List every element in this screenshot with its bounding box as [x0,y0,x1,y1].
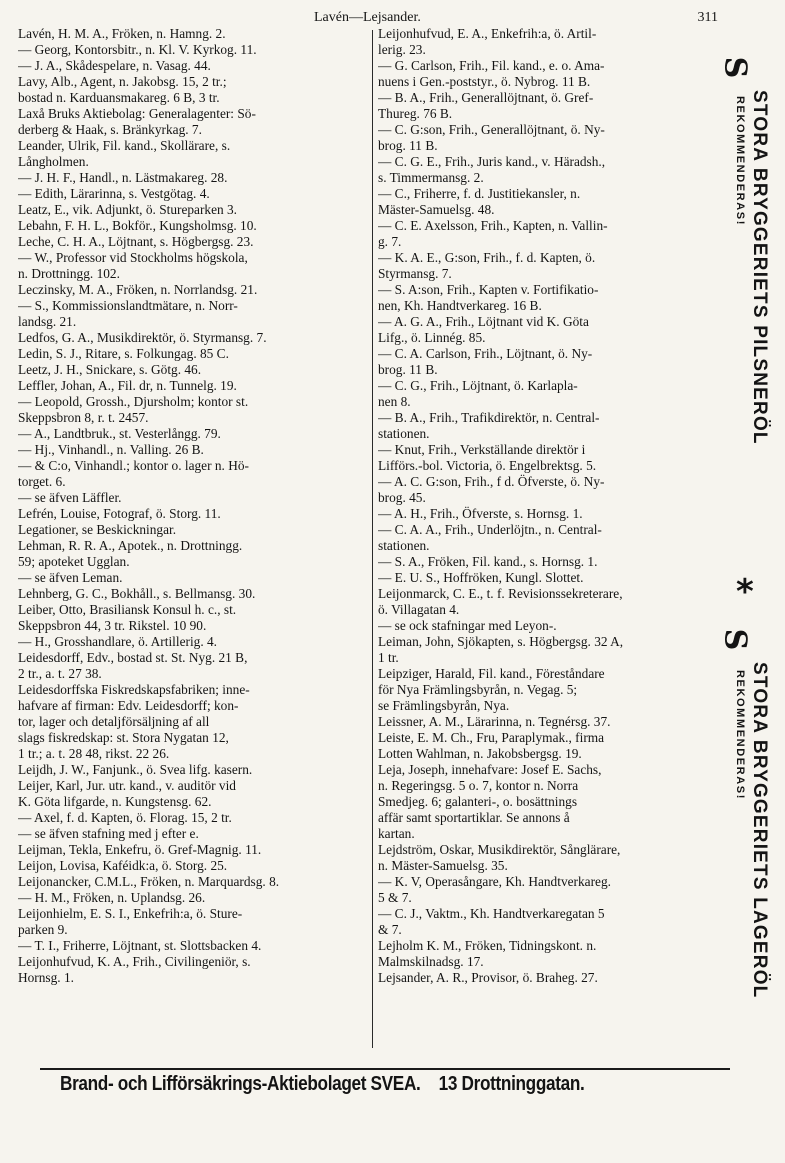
entry-continuation-line: nen 8. [378,394,411,409]
entry-line: — B. A., Frih., Trafikdirektör, n. Central- [378,410,600,425]
directory-entry [18,682,370,762]
entry-continuation-line: K. Göta lifgarde, n. Kungstensg. 62. [18,794,212,809]
ad-top-recommendation: REKOMMENDERAS! [734,96,746,226]
entry-line: Leijer, Karl, Jur. utr. kand., v. auditör vid [18,778,236,793]
entry-line: Leetz, J. H., Snickare, s. Götg. 46. [18,362,202,377]
entry-continuation-line: g. 7. [378,234,402,249]
entry-line: — B. A., Frih., Generallöjtnant, ö. Gref- [378,90,594,105]
directory-entry [18,202,370,218]
entry-line: — K. V, Operasångare, Kh. Handtverkareg. [378,874,611,889]
entry-continuation-line: slags fiskredskap: st. Stora Nygatan 12, [18,730,229,745]
entry-line: Leissner, A. M., Lärarinna, n. Tegnérsg. 37. [378,714,611,729]
directory-entry [18,826,370,842]
entry-line: Lejdström, Oskar, Musikdirektör, Sånglärare, [378,842,621,857]
entry-continuation-line: Lifförs.-bol. Victoria, ö. Engelbrektsg. 5. [378,458,597,473]
entry-line: — A., Landtbruk., st. Vesterlångg. 79. [18,426,221,441]
entry-line: — A. C. G:son, Frih., f d. Öfverste, ö. Ny- [378,474,605,489]
entry-continuation-line: 1 tr. [378,650,399,665]
footer-company: Brand- och Lifförsäkrings-Aktiebolaget SVEA. [60,1073,421,1095]
entry-line: — K. A. E., G:son, Frih., f. d. Kapten, ö. [378,250,596,265]
entry-continuation-line: brog. 11 B. [378,138,438,153]
entry-line: — Edith, Lärarinna, s. Vestgötag. 4. [18,186,210,201]
directory-entry [378,378,716,410]
entry-continuation-line: affär samt sportartiklar. Se annons å [378,810,570,825]
entry-continuation-line: nen, Kh. Handtverkareg. 16 B. [378,298,542,313]
directory-entry [378,762,716,842]
directory-entry [378,554,716,570]
directory-entry [378,250,716,282]
directory-entry [18,762,370,778]
directory-entry [378,714,716,730]
entry-line: Leidesdorffska Fiskredskapsfabriken; inne- [18,682,250,697]
entry-line: — & C:o, Vinhandl.; kontor o. lager n. Hö- [18,458,249,473]
entry-line: — se äfven Läffler. [18,490,122,505]
directory-entry [378,26,716,58]
entry-line: Leijonhufvud, E. A., Enkefrih:a, ö. Artil- [378,26,597,41]
directory-entry [18,778,370,810]
entry-line: Lehnberg, G. C., Bokhåll., s. Bellmansg. 30. [18,586,256,601]
entry-line: — C. A. Carlson, Frih., Löjtnant, ö. Ny- [378,346,593,361]
directory-entry [18,506,370,522]
entry-continuation-line: Långholmen. [18,154,89,169]
entry-line: Leche, C. H. A., Löjtnant, s. Högbergsg. 23. [18,234,254,249]
directory-entry [18,218,370,234]
entry-continuation-line: Skeppsbron 44, 3 tr. Rikstel. 10 90. [18,618,207,633]
entry-continuation-line: 2 tr., a. t. 27 38. [18,666,102,681]
entry-line: Leatz, E., vik. Adjunkt, ö. Stureparken 3. [18,202,238,217]
directory-entry [378,186,716,218]
entry-line: Laxå Bruks Aktiebolag: Generalagenter: Sö- [18,106,256,121]
entry-line: — C. G. E., Frih., Juris kand., v. Häradsh., [378,154,606,169]
ad-separator-asterisk-icon: * [736,572,754,612]
directory-entry [18,890,370,906]
entry-continuation-line: Smedjeg. 6; galanteri-, o. bosättnings [378,794,578,809]
directory-entry [18,586,370,602]
entry-line: Lefrén, Louise, Fotograf, ö. Storg. 11. [18,506,221,521]
directory-entry [18,186,370,202]
entry-line: — Georg, Kontorsbitr., n. Kl. V. Kyrkog. 11. [18,42,257,57]
ad-top-headline: STORA BRYGGERIETS PILSNERÖL [749,90,770,445]
page-number: 311 [697,10,718,25]
entry-line: Lavén, H. M. A., Fröken, n. Hamng. 2. [18,26,226,41]
directory-entry [378,282,716,314]
entry-line: — J. A., Skådespelare, n. Vasag. 44. [18,58,211,73]
entry-line: — C. J., Vaktm., Kh. Handtverkaregatan 5 [378,906,605,921]
entry-line: — H., Grosshandlare, ö. Artillerig. 4. [18,634,218,649]
directory-entry [18,58,370,74]
entry-continuation-line: stationen. [378,538,430,553]
directory-entry [18,602,370,634]
entry-continuation-line: n. Regeringsg. 5 o. 7, kontor n. Norra [378,778,579,793]
directory-entry [378,634,716,666]
entry-continuation-line: bostad n. Karduansmakareg. 6 B, 3 tr. [18,90,220,105]
footer-rule [40,1068,730,1070]
entry-continuation-line: Skeppsbron 8, r. t. 2457. [18,410,149,425]
right-column [378,26,716,1050]
entry-line: — C. A. A., Frih., Underlöjtn., n. Central- [378,522,602,537]
directory-entry [18,842,370,858]
entry-line: Leidesdorff, Edv., bostad st. St. Nyg. 21 B, [18,650,248,665]
directory-entry [378,154,716,186]
directory-entry [18,570,370,586]
directory-entry [18,538,370,570]
entry-line: Leffler, Johan, A., Fil. dr, n. Tunnelg. 19. [18,378,237,393]
entry-continuation-line: 5 & 7. [378,890,412,905]
entry-continuation-line: hafvare af firman: Edv. Leidesdorff; kon- [18,698,239,713]
entry-line: Leijman, Tekla, Enkefru, ö. Gref-Magnig. 11. [18,842,262,857]
page-title: Lavén—Lejsander. [314,10,421,25]
entry-line: Leja, Joseph, innehafvare: Josef E. Sachs, [378,762,602,777]
directory-entry [18,874,370,890]
entry-line: — S. A., Fröken, Fil. kand., s. Hornsg. 1. [378,554,598,569]
entry-line: — Hj., Vinhandl., n. Valling. 26 B. [18,442,204,457]
directory-entry [18,426,370,442]
entry-continuation-line: Thureg. 76 B. [378,106,453,121]
footer-address: 13 Drottninggatan. [438,1073,585,1095]
directory-entry [18,650,370,682]
directory-entry [18,490,370,506]
entry-line: — S. A:son, Frih., Kapten v. Fortifikatio- [378,282,599,297]
directory-entry [18,394,370,426]
ad-bottom-recommendation: REKOMMENDERAS! [734,670,746,800]
directory-entry [378,442,716,474]
directory-entry [18,810,370,826]
directory-entry [18,138,370,170]
directory-entry [18,330,370,346]
entry-line: — A. G. A., Frih., Löjtnant vid K. Göta [378,314,589,329]
entry-continuation-line: 1 tr.; a. t. 28 48, rikst. 22 26. [18,746,170,761]
directory-entry [18,634,370,650]
directory-entry [378,218,716,250]
ad-bottom-headline: STORA BRYGGERIETS LAGERÖL [749,662,770,999]
directory-entry [18,298,370,330]
directory-entry [378,506,716,522]
directory-entry [378,474,716,506]
directory-entry [378,122,716,154]
entry-line: Lavy, Alb., Agent, n. Jakobsg. 15, 2 tr.; [18,74,227,89]
entry-line: Leander, Ulrik, Fil. kand., Skollärare, s. [18,138,231,153]
directory-entry [378,522,716,554]
entry-continuation-line: Mäster-Samuelsg. 48. [378,202,495,217]
entry-line: — se ock stafningar med Leyon-. [378,618,557,633]
directory-entry [378,314,716,346]
entry-continuation-line: torget. 6. [18,474,66,489]
entry-line: Lebahn, F. H. L., Bokför., Kungsholmsg. 10. [18,218,257,233]
directory-entry [18,938,370,954]
directory-entry [18,362,370,378]
entry-line: Leijonancker, C.M.L., Fröken, n. Marquardsg. 8. [18,874,280,889]
directory-entry [18,906,370,938]
entry-line: — S., Kommissionslandtmätare, n. Norr- [18,298,238,313]
entry-line: — J. H. F., Handl., n. Lästmakareg. 28. [18,170,228,185]
entry-line: Leczinsky, M. A., Fröken, n. Norrlandsg. 21. [18,282,258,297]
entry-continuation-line: landsg. 21. [18,314,77,329]
directory-entry [18,442,370,458]
directory-entry [378,618,716,634]
entry-continuation-line: se Främlingsbyrån, Nya. [378,698,510,713]
directory-entry [18,170,370,186]
entry-continuation-line: Hornsg. 1. [18,970,74,985]
directory-entry [378,410,716,442]
entry-continuation-line: n. Mäster-Samuelsg. 35. [378,858,508,873]
left-column [18,26,370,1050]
entry-continuation-line: stationen. [378,426,430,441]
directory-entry [18,458,370,490]
entry-continuation-line: ö. Villagatan 4. [378,602,460,617]
entry-line: Leijonhufvud, K. A., Frih., Civilingeniör, s. [18,954,251,969]
entry-line: — Knut, Frih., Verkställande direktör i [378,442,586,457]
directory-entry [18,346,370,362]
entry-continuation-line: för Nya Främlingsbyrån, n. Vegag. 5; [378,682,578,697]
directory-entry [378,874,716,906]
directory-entry [18,106,370,138]
entry-line: Leijdh, J. W., Fanjunk., ö. Svea lifg. kasern. [18,762,253,777]
directory-entry [378,666,716,714]
directory-entry [378,842,716,874]
directory-entry [18,26,370,42]
directory-entry [378,730,716,762]
entry-continuation-line: kartan. [378,826,415,841]
directory-entry [18,74,370,106]
entry-line: Leijonmarck, C. E., t. f. Revisionssekreterare, [378,586,623,601]
entry-line: Ledfos, G. A., Musikdirektör, ö. Styrmansg. 7. [18,330,267,345]
entry-line: — C. E. Axelsson, Frih., Kapten, n. Vallin- [378,218,608,233]
directory-entry [378,970,716,986]
directory-entry [18,250,370,282]
entry-continuation-line: 59; apoteket Ugglan. [18,554,130,569]
footer-advertisement [60,1073,628,1103]
entry-continuation-line: brog. 45. [378,490,426,505]
entry-line: — A. H., Frih., Öfverste, s. Hornsg. 1. [378,506,583,521]
entry-line: — C. G., Frih., Löjtnant, ö. Karlapla- [378,378,578,393]
entry-continuation-line: derberg & Haak, s. Bränkyrkag. 7. [18,122,202,137]
entry-continuation-line: lerig. 23. [378,42,426,57]
entry-continuation-line: s. Timmermansg. 2. [378,170,484,185]
directory-entry [18,378,370,394]
sidebar-advertisement [717,40,782,1050]
entry-line: — C., Friherre, f. d. Justitiekansler, n. [378,186,581,201]
directory-entry [18,282,370,298]
directory-entry [18,234,370,250]
brewery-logo-bottom-icon: S [717,628,753,651]
entry-line: Leiber, Otto, Brasiliansk Konsul h. c., st. [18,602,237,617]
brewery-logo-top-icon: S [717,56,753,79]
directory-entry [378,586,716,618]
entry-line: Ledin, S. J., Ritare, s. Folkungag. 85 C. [18,346,229,361]
directory-entry [378,346,716,378]
entry-line: Leiste, E. M. Ch., Fru, Paraplymak., firma [378,730,605,745]
directory-entry [378,906,716,938]
entry-continuation-line: Lotten Wahlman, n. Jakobsbergsg. 19. [378,746,582,761]
entry-line: Leijonhielm, E. S. I., Enkefrih:a, ö. Sture- [18,906,243,921]
entry-line: Legationer, se Beskickningar. [18,522,177,537]
entry-line: Lejsander, A. R., Provisor, ö. Braheg. 27. [378,970,598,985]
directory-entry [18,954,370,986]
entry-line: — Axel, f. d. Kapten, ö. Florag. 15, 2 tr. [18,810,232,825]
directory-entry [18,42,370,58]
entry-continuation-line: parken 9. [18,922,68,937]
entry-line: Leijon, Lovisa, Kaféidk:a, ö. Storg. 25. [18,858,228,873]
directory-entry [18,858,370,874]
entry-continuation-line: nuens i Gen.-poststyr., ö. Nybrog. 11 B. [378,74,591,89]
directory-entry [378,90,716,122]
directory-entry [18,522,370,538]
column-divider [372,30,373,1048]
entry-line: Lejholm K. M., Fröken, Tidningskont. n. [378,938,597,953]
entry-line: Leipziger, Harald, Fil. kand., Föreståndare [378,666,605,681]
entry-continuation-line: Malmskilnadsg. 17. [378,954,484,969]
entry-line: — H. M., Fröken, n. Uplandsg. 26. [18,890,206,905]
entry-line: — Leopold, Grossh., Djursholm; kontor st. [18,394,249,409]
entry-continuation-line: Styrmansg. 7. [378,266,452,281]
directory-entry [378,938,716,970]
entry-continuation-line: Lifg., ö. Linnég. 85. [378,330,486,345]
entry-line: Leiman, John, Sjökapten, s. Högbergsg. 32 A, [378,634,624,649]
entry-continuation-line: brog. 11 B. [378,362,438,377]
entry-line: — se äfven Leman. [18,570,123,585]
entry-line: — C. G:son, Frih., Generallöjtnant, ö. Ny- [378,122,605,137]
entry-line: — W., Professor vid Stockholms högskola, [18,250,248,265]
directory-entry [378,58,716,90]
entry-line: — T. I., Friherre, Löjtnant, st. Slottsbacken 4. [18,938,262,953]
directory-entry [378,570,716,586]
entry-continuation-line: n. Drottningg. 102. [18,266,120,281]
entry-line: Lehman, R. R. A., Apotek., n. Drottningg. [18,538,243,553]
entry-line: — se äfven stafning med j efter e. [18,826,199,841]
entry-line: — G. Carlson, Frih., Fil. kand., e. o. Ama- [378,58,605,73]
entry-line: — E. U. S., Hoffröken, Kungl. Slottet. [378,570,584,585]
entry-continuation-line: tor, lager och detaljförsäljning af all [18,714,210,729]
entry-continuation-line: & 7. [378,922,402,937]
